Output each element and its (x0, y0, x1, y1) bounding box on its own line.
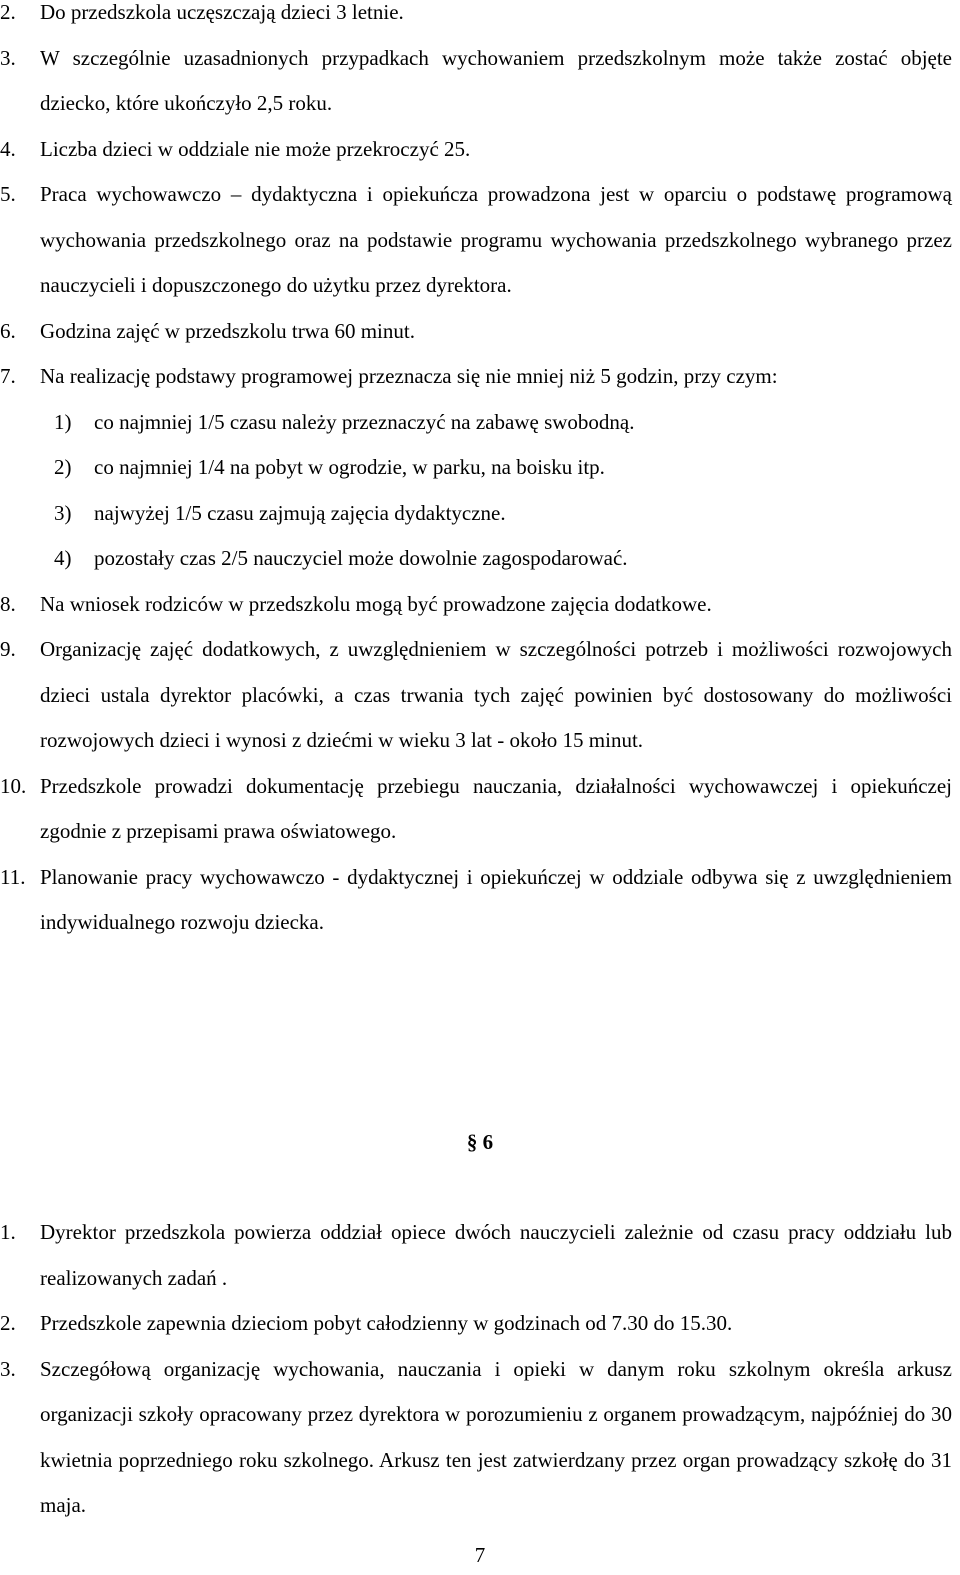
list-item-2 (0, 1301, 960, 1347)
item-text: W szczególnie uzasadnionych przypadkach wychowaniem przedszkolnym może także zostać objęte dziecko, które ukończyło 2,5 roku. (40, 45, 952, 115)
item-text: Praca wychowawczo – dydaktyczna i opiekuńcza prowadzona jest w oparciu o podstawę programową wychowania przedszkolnego oraz na podstawie programu wychowania przedszkolnego wybranego przez nauczycieli i dopuszczonego do użytku przez dyrektora. (40, 182, 952, 297)
sublist-text: najwyżej 1/5 czasu zajmują zajęcia dydaktyczne. (94, 500, 506, 525)
list-item-5 (0, 172, 960, 309)
page-number: 7 (474, 1543, 486, 1567)
item-number: 5. (0, 182, 16, 206)
list-part-two (0, 1210, 960, 1529)
item-text: Przedszkole prowadzi dokumentację przebiegu nauczania, działalności wychowawczej i opiekuńczej zgodnie z przepisami prawa oświatowego. (40, 773, 952, 843)
sublist-item-3 (0, 491, 960, 537)
sublist-text: co najmniej 1/4 na pobyt w ogrodzie, w parku, na boisku itp. (94, 455, 605, 479)
item-number: 3. (0, 1356, 16, 1381)
sublist-number: 2) (54, 455, 72, 479)
item-text: Na realizację podstawy programowej przeznacza się nie mniej niż 5 godzin, przy czym: (40, 364, 778, 388)
list-item-3 (0, 1347, 960, 1529)
item-text: Do przedszkola uczęszczają dzieci 3 letnie. (40, 0, 404, 24)
item-text: Liczba dzieci w oddziale nie może przekroczyć 25. (40, 136, 471, 161)
list-item-8 (0, 582, 960, 628)
list-item-3 (0, 36, 960, 127)
sublist-item-2 (0, 445, 960, 491)
item-number: 7. (0, 364, 16, 388)
item-number: 6. (0, 318, 16, 343)
item-number: 11. (0, 864, 26, 889)
sublist-text: co najmniej 1/5 czasu należy przeznaczyć na zabawę swobodną. (94, 409, 635, 434)
list-item-7 (0, 354, 960, 400)
list-item-2 (0, 0, 960, 36)
list-item-1 (0, 1210, 960, 1301)
item-text: Dyrektor przedszkola powierza oddział opiece dwóch nauczycieli zależnie od czasu pracy oddziału lub realizowanych zadań . (40, 1220, 952, 1290)
sublist-number: 3) (54, 500, 72, 525)
item-text: Szczegółową organizację wychowania, nauczania i opieki w danym roku szkolnym określa arkusz organizacji szkoły opracowany przez dyrektora w porozumieniu z organem prowadzącym, najpóźniej do 30 kwietnia poprzedniego roku szkolnego. Arkusz ten jest zatwierdzany przez organ prowadzący szkołę do 31 maja. (40, 1356, 952, 1517)
sublist-text: pozostały czas 2/5 nauczyciel może dowolnie zagospodarować. (94, 546, 628, 570)
item-number: 10. (0, 773, 27, 798)
item-number: 2. (0, 0, 16, 24)
item-number: 4. (0, 136, 16, 161)
item-text: Przedszkole zapewnia dzieciom pobyt całodzienny w godzinach od 7.30 do 15.30. (40, 1311, 733, 1335)
list-item-11 (0, 855, 960, 946)
item-text: Godzina zajęć w przedszkolu trwa 60 minut. (40, 318, 415, 343)
list-item-6 (0, 309, 960, 355)
item-number: 1. (0, 1220, 16, 1244)
sublist-number: 1) (54, 409, 72, 434)
sublist-number: 4) (54, 546, 72, 570)
item-text: Na wniosek rodziców w przedszkolu mogą być prowadzone zajęcia dodatkowe. (40, 591, 712, 616)
sublist-item-4 (0, 536, 960, 582)
item-number: 3. (0, 45, 16, 70)
item-text: Organizację zajęć dodatkowych, z uwzględnieniem w szczególności potrzeb i możliwości rozwojowych dzieci ustala dyrektor placówki, a czas trwania tych zajęć powinien być dostosowany do możliwości rozwojowych dzieci i wynosi z dziećmi w wieku 3 lat - około 15 minut. (40, 637, 952, 752)
item-number: 8. (0, 591, 16, 616)
list-item-10 (0, 764, 960, 855)
item-text: Planowanie pracy wychowawczo - dydaktycznej i opiekuńczej w oddziale odbywa się z uwzględnieniem indywidualnego rozwoju dziecka. (40, 864, 952, 934)
sublist-item-1 (0, 400, 960, 446)
section-heading: § 6 (466, 1130, 494, 1154)
item-number: 2. (0, 1311, 16, 1335)
list-item-9 (0, 627, 960, 764)
item-number: 9. (0, 637, 16, 661)
list-item-4 (0, 127, 960, 173)
